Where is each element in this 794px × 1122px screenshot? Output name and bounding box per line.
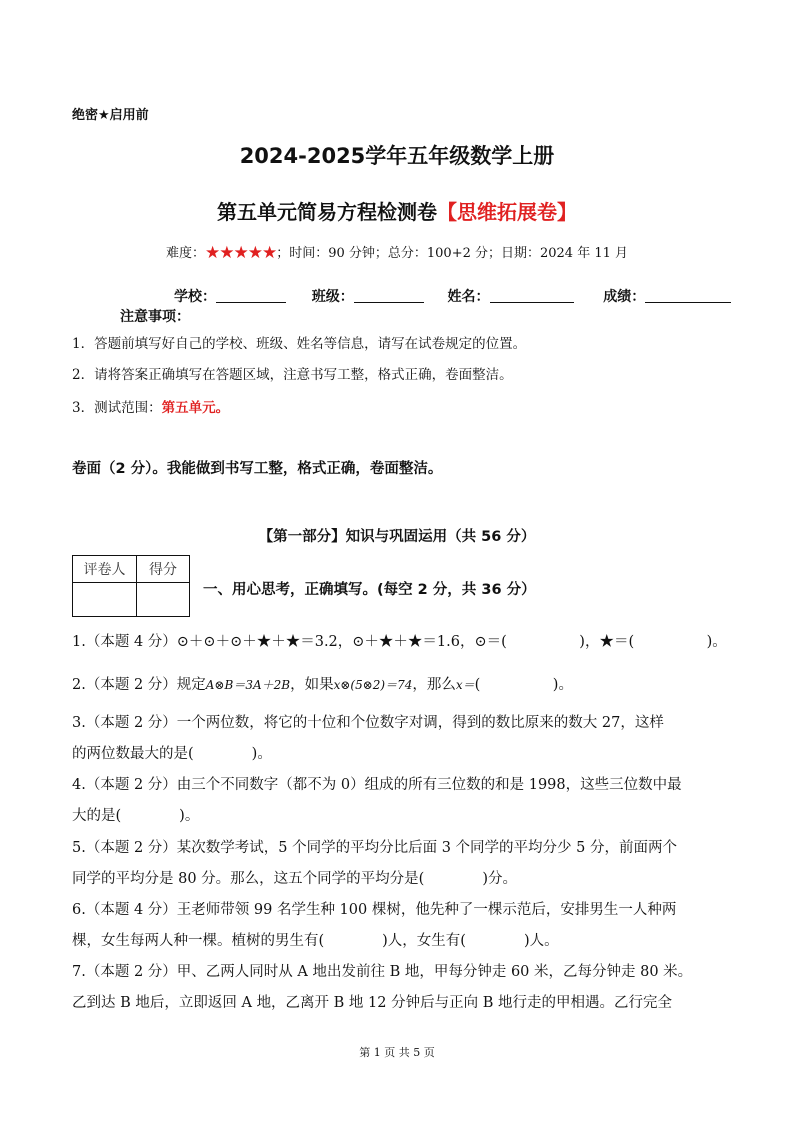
question-6-line: 6.（本题 4 分）王老师带领 99 名学生种 100 棵树，他先种了一棵示范后，安排男生一人种两 [72,902,677,918]
q2-then: ，那么 [412,677,456,693]
reviewer-header: 评卷人 [73,556,137,583]
q2-prefix: 2.（本题 2 分）规定 [72,677,206,693]
exam-subtitle [0,196,794,225]
score-table [72,555,190,617]
score-cell[interactable] [137,583,190,617]
question-6-line: 棵，女生每两人种一棵。植树的男生有( )人，女生有( )人。 [72,933,559,949]
notice-item [72,396,229,416]
question-5-line: 同学的平均分是 80 分。那么，这五个同学的平均分是( )分。 [72,871,517,887]
school-label: 学校： [174,289,216,305]
student-info-fields [174,286,731,306]
q2-formula: A⊗B＝3A＋2B [205,678,291,692]
subtitle-main: 第五单元简易方程检测卷 [217,200,437,224]
neatness-note: 卷面（2 分）。我能做到书写工整，格式正确，卷面整洁。 [72,461,443,477]
reviewer-cell[interactable] [73,583,137,617]
score-blank[interactable] [645,288,731,303]
question-7-line: 乙到达 B 地后，立即返回 A 地，乙离开 B 地 12 分钟后与正向 B 地行走的甲相遇。乙行完全 [72,995,672,1011]
secret-label: 绝密★启用前 [72,108,149,123]
score-header: 得分 [137,556,190,583]
score-label: 成绩： [603,289,646,305]
school-blank[interactable] [216,288,286,303]
exam-meta [0,242,794,263]
page-footer: 第 1 页 共 5 页 [359,1046,435,1059]
question-4-line: 大的是( )。 [72,808,200,824]
part-one-heading: 【第一部分】知识与巩固运用（共 56 分） [258,529,536,545]
difficulty-label: 难度： [165,246,205,261]
class-blank[interactable] [354,288,424,303]
class-label: 班级： [311,289,354,305]
question-5-line: 5.（本题 2 分）某次数学考试，5 个同学的平均分比后面 3 个同学的平均分少 5 分，前面两个 [72,840,677,856]
subtitle-tag: 【思维拓展卷】 [437,200,577,224]
q2-x: x＝ [455,678,475,692]
meta-rest: ；时间：90 分钟；总分：100+2 分；日期：2024 年 11 月 [276,246,629,261]
question-3-line: 的两位数最大的是( )。 [72,746,272,762]
notice-scope-value: 第五单元。 [161,400,230,416]
notice-item: 2．请将答案正确填写在答题区域，注意书写工整，格式正确，卷面整洁。 [72,367,513,383]
q2-equation: x⊗(5⊗2)＝74 [333,678,413,692]
section-one-heading: 一、用心思考，正确填写。(每空 2 分，共 36 分） [203,582,536,598]
q2-answer-blank[interactable]: ( )。 [474,677,573,693]
question-1: 1.（本题 4 分）⊙＋⊙＋⊙＋★＋★＝3.2，⊙＋★＋★＝1.6，⊙＝( )，★＝( )。 [72,634,727,650]
notice-item: 1．答题前填写好自己的学校、班级、姓名等信息，请写在试卷规定的位置。 [72,336,527,352]
exam-title: 2024-2025学年五年级数学上册 [239,144,555,168]
question-3-line: 3.（本题 2 分）一个两位数，将它的十位和个位数字对调，得到的数比原来的数大 27，这样 [72,715,664,731]
name-blank[interactable] [490,288,574,303]
difficulty-stars-icon: ★★★★★ [205,243,277,263]
question-4-line: 4.（本题 2 分）由三个不同数字（都不为 0）组成的所有三位数的和是 1998，这些三位数中最 [72,777,682,793]
question-2 [72,673,573,694]
question-7-line: 7.（本题 2 分）甲、乙两人同时从 A 地出发前往 B 地，甲每分钟走 60 米，乙每分钟走 80 米。 [72,964,693,980]
q2-mid: ，如果 [290,677,334,693]
notice-scope-label: 3．测试范围： [72,400,162,416]
name-label: 姓名： [447,289,490,305]
notice-heading: 注意事项： [120,309,190,325]
